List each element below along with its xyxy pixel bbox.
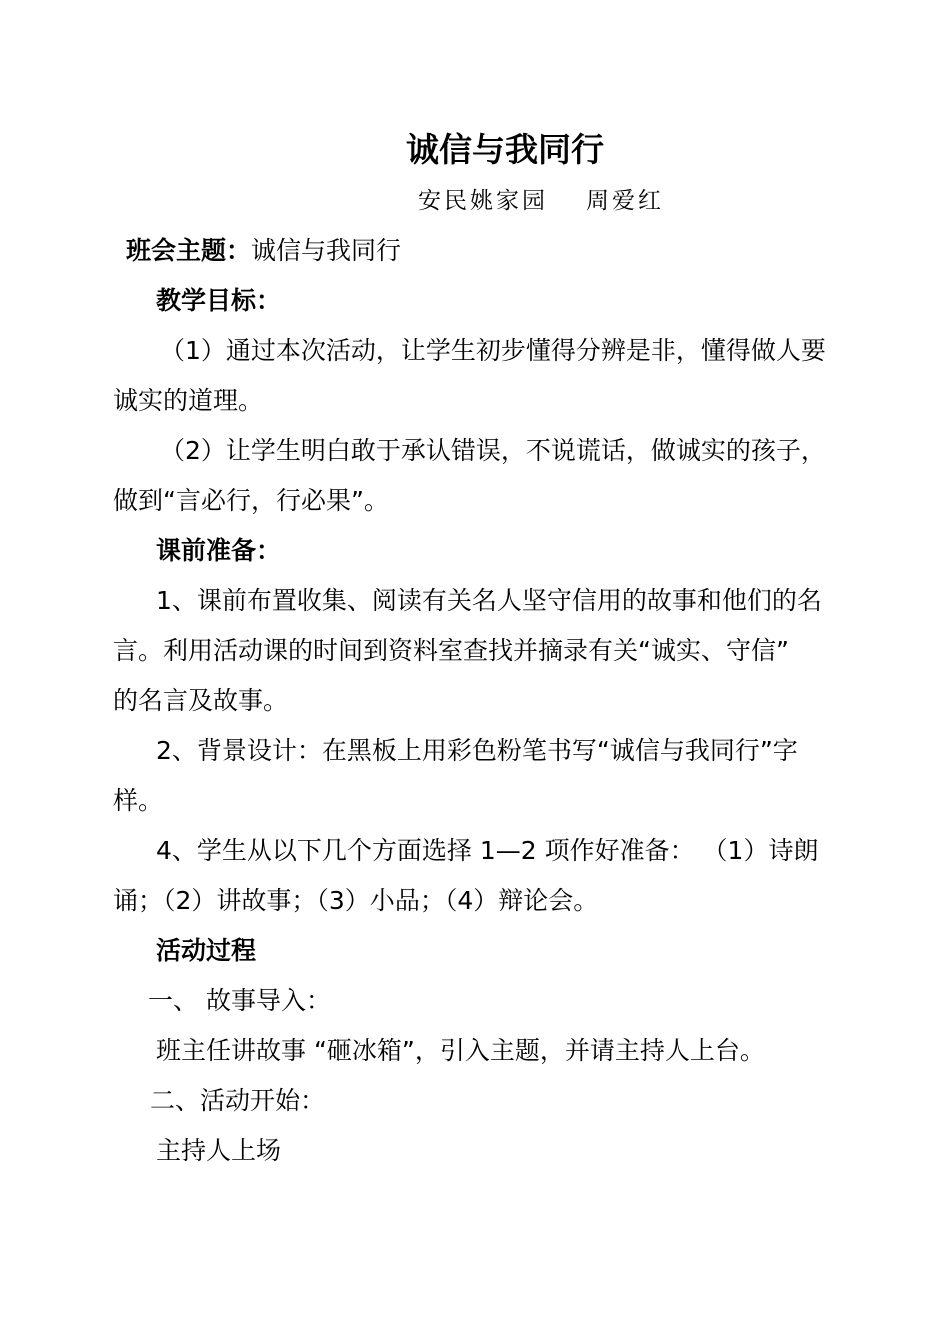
goal-1-line-2: 诚实的道理。: [113, 386, 264, 415]
prep-1-line-2: 言。利用活动课的时间到资料室查找并摘录有关“诚实、守信”: [113, 636, 789, 665]
prep-4-line-2: 诵；（2）讲故事；（3）小品；（4）辩论会。: [113, 886, 599, 915]
prep-4-line-1: 4、学生从以下几个方面选择 1—2 项作好准备： （1）诗朗: [156, 836, 819, 865]
theme-label: 班会主题：: [126, 236, 252, 265]
theme-value: 诚信与我同行: [251, 236, 402, 265]
goals-heading: 教学目标：: [156, 286, 282, 315]
prep-1-line-1: 1、课前布置收集、阅读有关名人坚守信用的故事和他们的名: [156, 586, 822, 615]
author-name: 周爱红: [586, 188, 664, 214]
step-1-title: 一、 故事导入：: [148, 986, 331, 1015]
step-1-text: 班主任讲故事 “砸冰箱”，引入主题，并请主持人上台。: [156, 1036, 765, 1065]
step-2-text: 主持人上场: [156, 1136, 282, 1165]
document-title: 诚信与我同行: [406, 130, 604, 169]
process-heading: 活动过程: [156, 936, 257, 965]
prep-2-line-2: 样。: [113, 786, 164, 815]
goal-2-line-1: （2）让学生明白敢于承认错误，不说谎话，做诚实的孩子，: [160, 436, 826, 465]
prep-2-line-1: 2、背景设计：在黑板上用彩色粉笔书写“诚信与我同行”字: [156, 736, 798, 765]
author-line: [418, 186, 664, 216]
theme-line: [126, 235, 401, 267]
prep-heading: 课前准备：: [156, 536, 282, 565]
step-2-title: 二、活动开始：: [150, 1086, 326, 1115]
goal-1-line-1: （1）通过本次活动，让学生初步懂得分辨是非，懂得做人要: [160, 336, 826, 365]
prep-1-line-3: 的名言及故事。: [113, 686, 289, 715]
goal-2-line-2: 做到“言必行，行必果”。: [113, 486, 389, 515]
author-place: 安民姚家园: [418, 188, 548, 214]
